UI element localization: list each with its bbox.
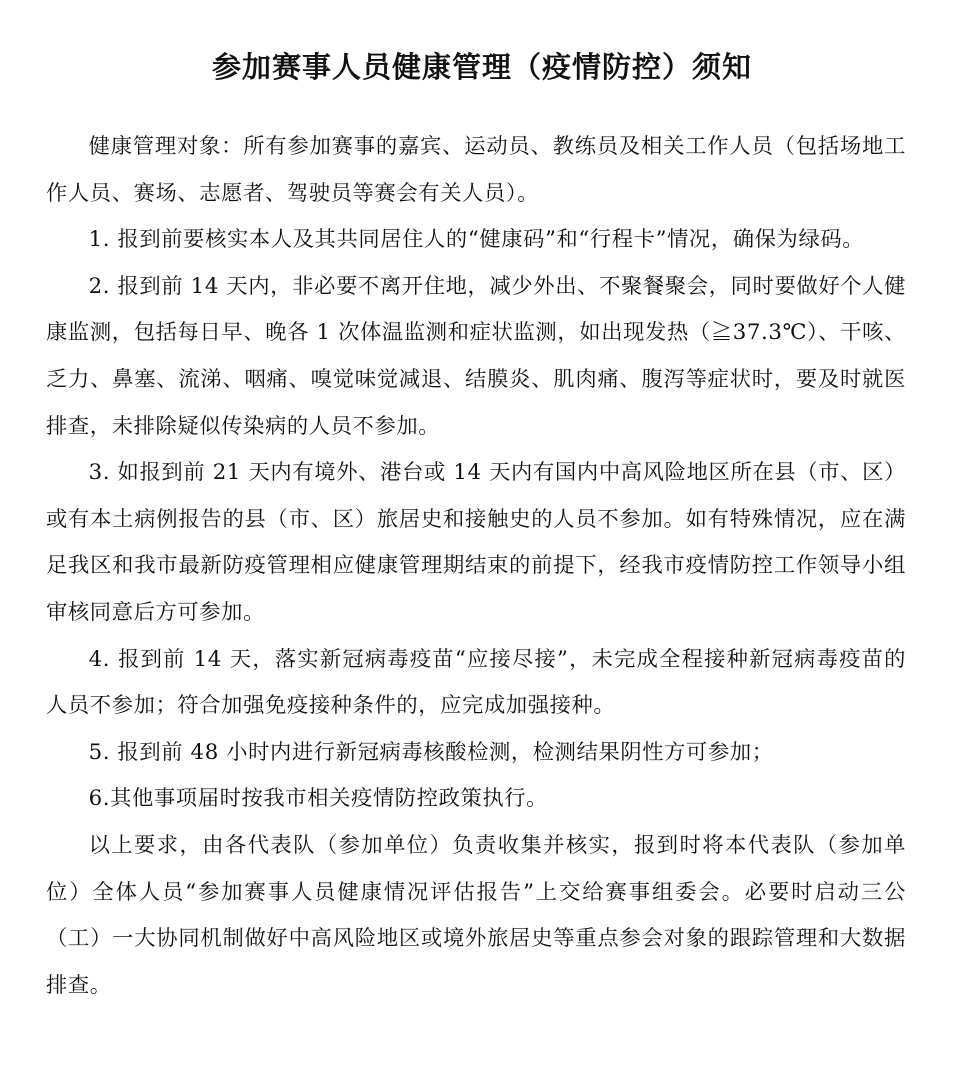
paragraph-health-management-target: 健康管理对象：所有参加赛事的嘉宾、运动员、教练员及相关工作人员（包括场地工作人员、赛场、志愿者、驾驶员等赛会有关人员）。 bbox=[46, 134, 906, 206]
document-body bbox=[46, 124, 906, 1009]
paragraph-item-6: 6.其他事项届时按我市相关疫情防控政策执行。 bbox=[88, 786, 549, 812]
paragraph-item-1: 1. 报到前要核实本人及其共同居住人的“健康码”和“行程卡”情况，确保为绿码。 bbox=[88, 227, 865, 253]
paragraph-item-3: 3. 如报到前 21 天内有境外、港台或 14 天内有国内中高风险地区所在县（市、区）或有本土病例报告的县（市、区）旅居史和接触史的人员不参加。如有特殊情况，应在满足我区和我市最新防疫管理相应健康管理期结束的前提下，经我市疫情防控工作领导小组审核同意后方可参加。 bbox=[46, 460, 906, 625]
document-title: 参加赛事人员健康管理（疫情防控）须知 bbox=[211, 50, 752, 84]
paragraph-item-4: 4. 报到前 14 天，落实新冠病毒疫苗“应接尽接”，未完成全程接种新冠病毒疫苗的人员不参加；符合加强免疫接种条件的，应完成加强接种。 bbox=[46, 646, 906, 719]
paragraph-closing-requirements: 以上要求，由各代表队（参加单位）负责收集并核实，报到时将本代表队（参加单位）全体人员“参加赛事人员健康情况评估报告”上交给赛事组委会。必要时启动三公（工）一大协同机制做好中高风险地区或境外旅居史等重点参会对象的跟踪管理和大数据排查。 bbox=[46, 832, 906, 998]
paragraph-item-2: 2. 报到前 14 天内，非必要不离开住地，减少外出、不聚餐聚会，同时要做好个人健康监测，包括每日早、晚各 1 次体温监测和症状监测，如出现发热（≧37.3℃）、干咳、乏力、鼻塞、流涕、咽痛、嗅觉味觉减退、结膜炎、肌肉痛、腹泻等症状时，要及时就医排查，未排除疑似传染病的人员不参加。 bbox=[46, 273, 906, 439]
paragraph-item-5: 5. 报到前 48 小时内进行新冠病毒核酸检测，检测结果阴性方可参加； bbox=[88, 739, 774, 765]
